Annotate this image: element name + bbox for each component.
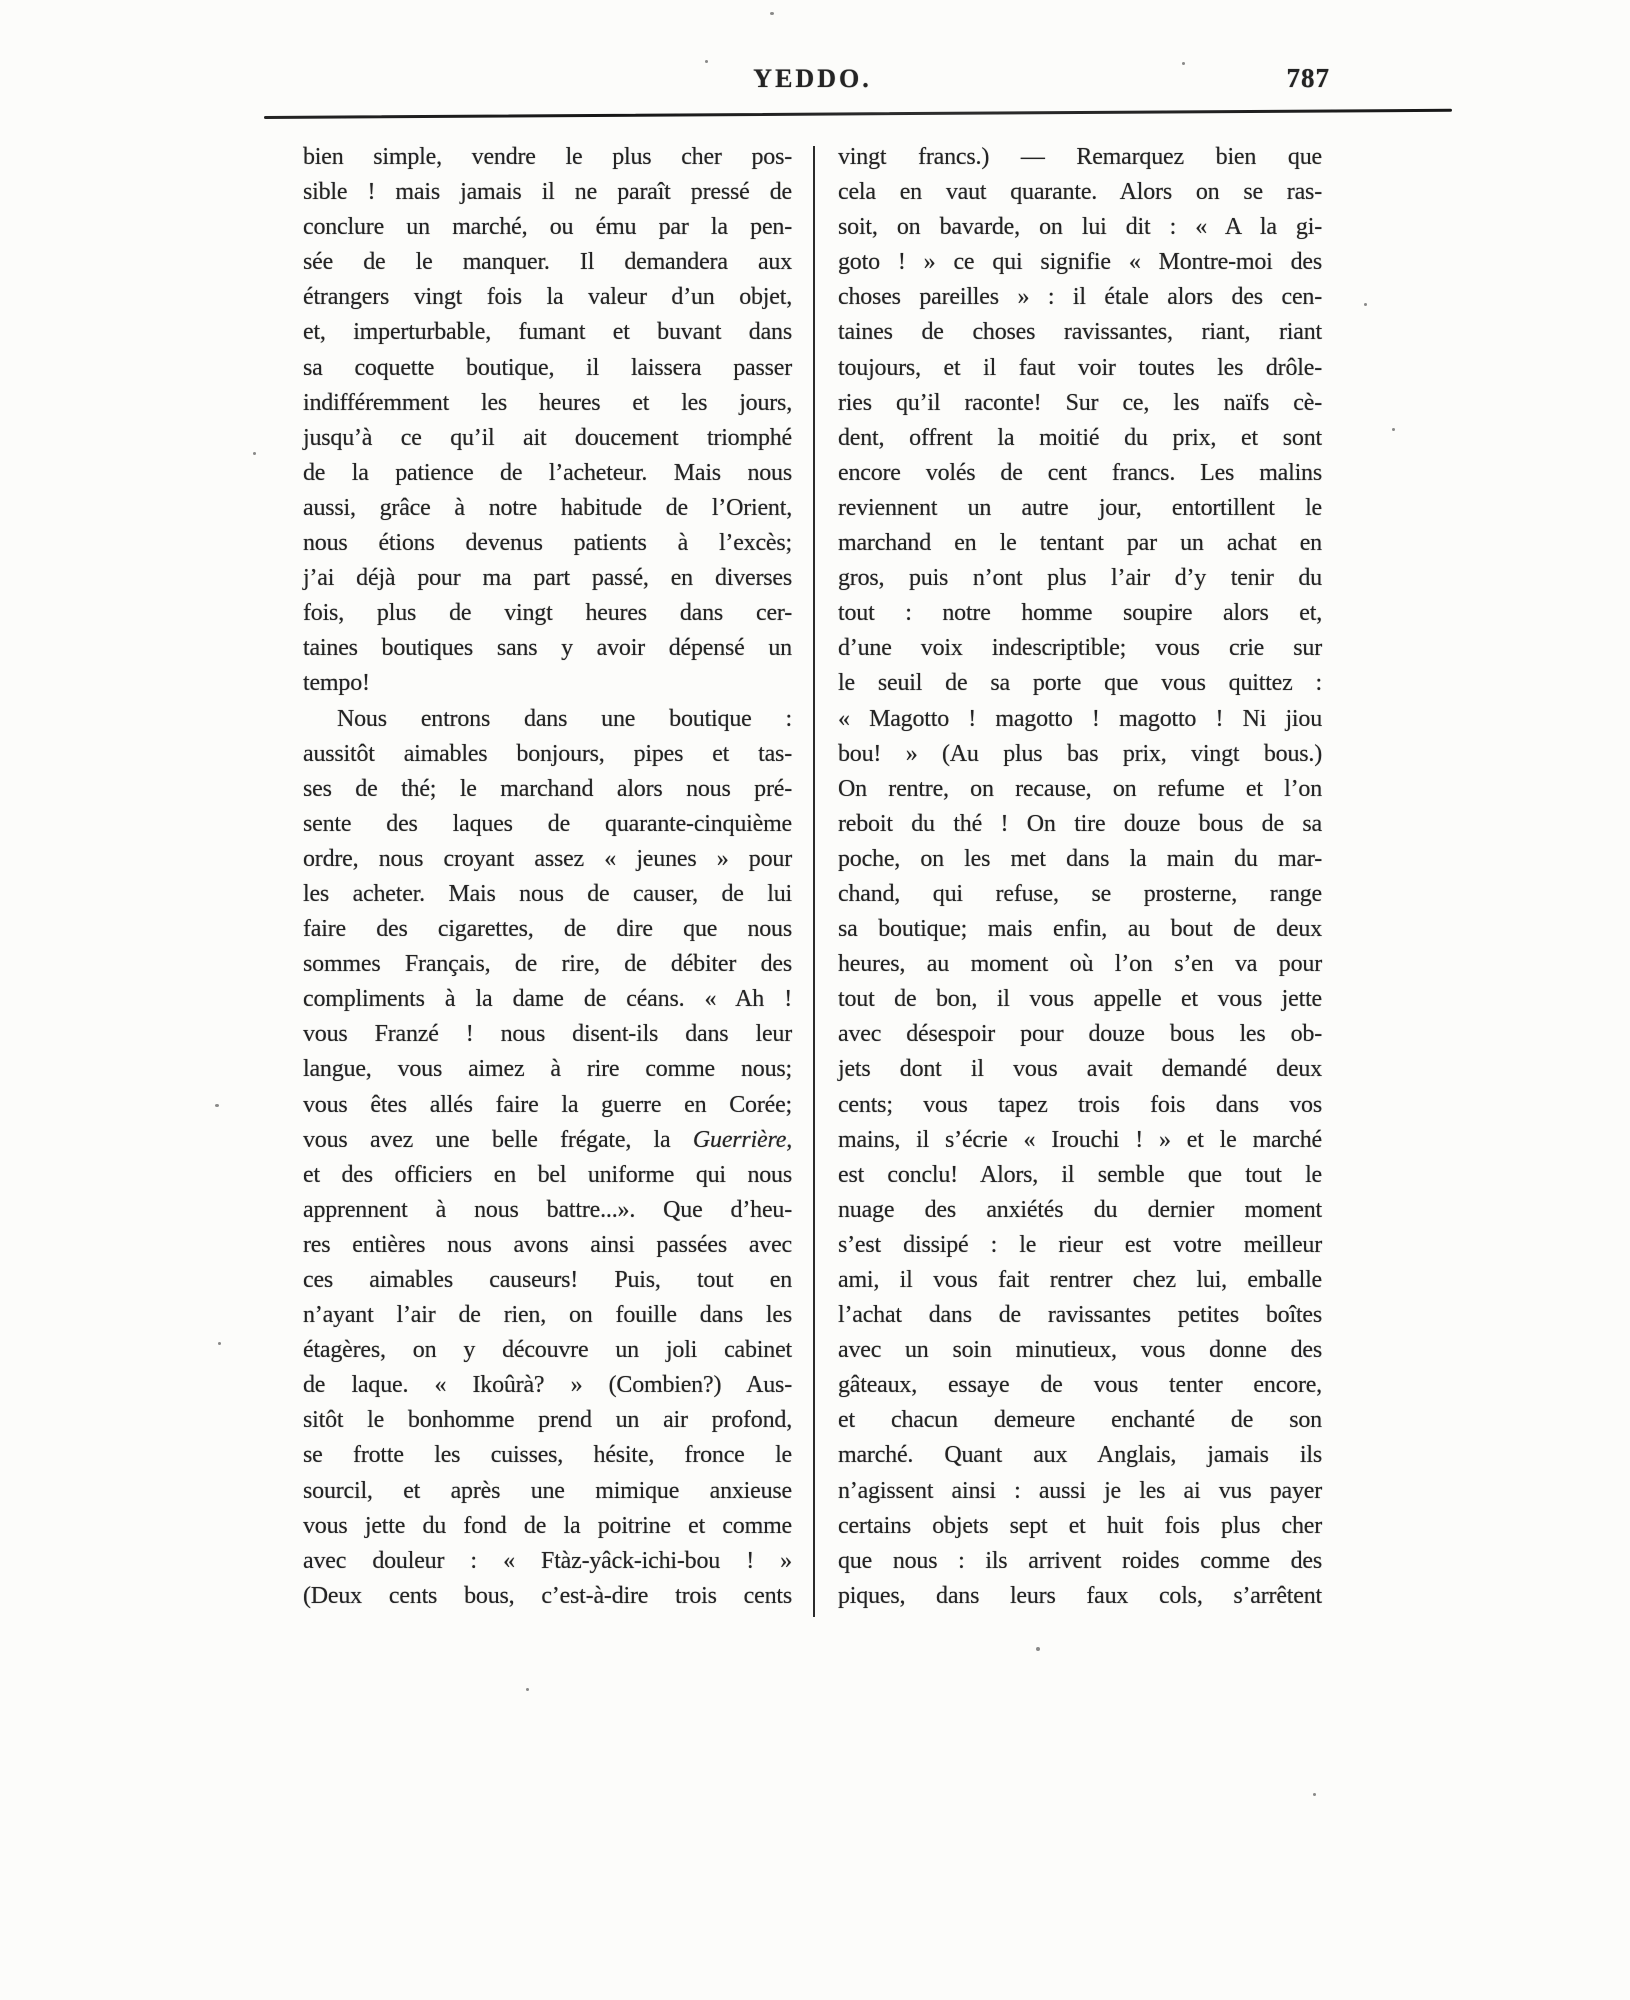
- text-line: conclure un marché, ou ému par la pen-: [303, 214, 792, 241]
- text-line: certains objets sept et huit fois plus cher: [838, 1512, 1322, 1539]
- text-line: sitôt le bonhomme prend un air profond,: [303, 1407, 792, 1434]
- text-line: taines boutiques sans y avoir dépensé un: [303, 635, 792, 662]
- text-line: « Magotto ! magotto ! magotto ! Ni jiou: [838, 705, 1322, 732]
- text-line: ries qu’il raconte! Sur ce, les naïfs cè-: [838, 389, 1322, 416]
- text-line: que nous : ils arrivent roides comme des: [838, 1547, 1322, 1574]
- text-line: s’est dissipé : le rieur est votre meilleur: [838, 1231, 1322, 1258]
- ink-speck: [526, 1688, 529, 1691]
- text-line: vous êtes allés faire la guerre en Corée;: [303, 1091, 792, 1118]
- text-line: ordre, nous croyant assez « jeunes » pour: [303, 845, 792, 872]
- text-line: poche, on les met dans la main du mar-: [838, 845, 1322, 872]
- text-line: dent, offrent la moitié du prix, et sont: [838, 424, 1322, 451]
- text-line: marché. Quant aux Anglais, jamais ils: [838, 1442, 1322, 1469]
- text-line: taines de choses ravissantes, riant, riant: [838, 319, 1322, 346]
- ink-speck: [218, 1342, 221, 1345]
- text-line: toujours, et il faut voir toutes les drôle-: [838, 354, 1322, 381]
- ink-speck: [1182, 62, 1185, 65]
- ink-speck: [1364, 303, 1367, 306]
- text-line: l’achat dans de ravissantes petites boîtes: [838, 1302, 1322, 1329]
- text-line: res entières nous avons ainsi passées avec: [303, 1231, 792, 1258]
- text-line: heures, au moment où l’on s’en va pour: [838, 951, 1322, 978]
- text-line: nuage des anxiétés du dernier moment: [838, 1196, 1322, 1223]
- text-line: faire des cigarettes, de dire que nous: [303, 916, 792, 943]
- text-line: fois, plus de vingt heures dans cer-: [303, 600, 792, 627]
- text-line: ses de thé; le marchand alors nous pré-: [303, 775, 792, 802]
- text-line: tempo!: [303, 670, 370, 697]
- text-line: marchand en le tentant par un achat en: [838, 530, 1322, 557]
- text-line: se frotte les cuisses, hésite, fronce le: [303, 1442, 792, 1469]
- page-number: 787: [1286, 63, 1330, 93]
- text-line: de laque. « Ikoûrà? » (Combien?) Aus-: [303, 1372, 792, 1399]
- text-line: de la patience de l’acheteur. Mais nous: [303, 459, 792, 486]
- text-line: ami, il vous fait rentrer chez lui, emballe: [838, 1267, 1322, 1293]
- text-line: et des officiers en bel uniforme qui nous: [303, 1161, 792, 1188]
- text-line: mains, il s’écrie « Irouchi ! » et le marché: [838, 1126, 1322, 1153]
- text-line: soit, on bavarde, on lui dit : « A la gi-: [838, 214, 1322, 241]
- text-line: sible ! mais jamais il ne paraît pressé de: [303, 179, 792, 206]
- text-line: cents; vous tapez trois fois dans vos: [838, 1091, 1322, 1118]
- text-line: nous étions devenus patients à l’excès;: [303, 530, 792, 557]
- text-line: vous Franzé ! nous disent-ils dans leur: [303, 1021, 792, 1048]
- ink-speck: [705, 60, 708, 63]
- text-line: gros, puis n’ont plus l’air d’y tenir du: [838, 565, 1322, 592]
- text-line: apprennent à nous battre...». Que d’heu-: [303, 1196, 792, 1223]
- text-line: et, imperturbable, fumant et buvant dans: [303, 319, 792, 346]
- running-title: YEDDO.: [753, 64, 872, 93]
- header-rule: [264, 109, 1452, 119]
- ink-speck: [1313, 1793, 1316, 1796]
- text-line: vous avez une belle frégate, la Guerrière,: [303, 1126, 792, 1153]
- text-line: compliments à la dame de céans. « Ah !: [303, 986, 792, 1013]
- text-line: jusqu’à ce qu’il ait doucement triomphé: [303, 424, 792, 451]
- text-line: indifféremment les heures et les jours,: [303, 389, 792, 416]
- text-line: sente des laques de quarante-cinquième: [303, 810, 792, 837]
- text-line: aussitôt aimables bonjours, pipes et tas-: [303, 740, 792, 767]
- text-line: les acheter. Mais nous de causer, de lui: [303, 880, 792, 907]
- text-line: le seuil de sa porte que vous quittez :: [838, 670, 1322, 697]
- text-line: sa boutique; mais enfin, au bout de deux: [838, 916, 1322, 943]
- text-line: bou! » (Au plus bas prix, vingt bous.): [838, 740, 1322, 767]
- text-line: aussi, grâce à notre habitude de l’Orient,: [303, 494, 792, 521]
- text-line: piques, dans leurs faux cols, s’arrêtent: [838, 1582, 1322, 1609]
- ink-speck: [253, 452, 256, 455]
- text-line: avec désespoir pour douze bous les ob-: [838, 1021, 1322, 1048]
- text-line: avec douleur : « Ftàz-yâck-ichi-bou ! »: [303, 1547, 792, 1574]
- text-line: tout : notre homme soupire alors et,: [838, 600, 1322, 627]
- text-line: vingt francs.) — Remarquez bien que: [838, 144, 1322, 170]
- text-line: étrangers vingt fois la valeur d’un objet,: [303, 284, 792, 311]
- text-line: encore volés de cent francs. Les malins: [838, 459, 1322, 486]
- text-line: avec un soin minutieux, vous donne des: [838, 1337, 1322, 1364]
- text-line: choses pareilles » : il étale alors des cen-: [838, 284, 1322, 311]
- text-line: Nous entrons dans une boutique :: [337, 705, 792, 732]
- text-line: (Deux cents bous, c’est-à-dire trois cents: [303, 1582, 792, 1609]
- text-line: On rentre, on recause, on refume et l’on: [838, 775, 1322, 802]
- text-line: reboit du thé ! On tire douze bous de sa: [838, 810, 1322, 837]
- text-line: ces aimables causeurs! Puis, tout en: [303, 1267, 792, 1293]
- text-line: n’ayant l’air de rien, on fouille dans les: [303, 1302, 792, 1329]
- text-line: bien simple, vendre le plus cher pos-: [303, 144, 792, 170]
- text-line: sée de le manquer. Il demandera aux: [303, 249, 792, 276]
- text-line: tout de bon, il vous appelle et vous jette: [838, 986, 1322, 1013]
- ink-speck: [215, 1104, 219, 1107]
- text-line: sa coquette boutique, il laissera passer: [303, 354, 792, 381]
- column-divider: [813, 146, 815, 1617]
- text-line: cela en vaut quarante. Alors on se ras-: [838, 179, 1322, 206]
- ink-speck: [770, 12, 774, 15]
- text-line: sommes Français, de rire, de débiter des: [303, 951, 792, 978]
- text-line: jets dont il vous avait demandé deux: [838, 1056, 1322, 1083]
- text-line: est conclu! Alors, il semble que tout le: [838, 1161, 1322, 1188]
- text-line: sourcil, et après une mimique anxieuse: [303, 1477, 792, 1504]
- text-line: n’agissent ainsi : aussi je les ai vus payer: [838, 1477, 1322, 1504]
- text-line: langue, vous aimez à rire comme nous;: [303, 1056, 792, 1083]
- left-column: [303, 140, 792, 1614]
- text-line: goto ! » ce qui signifie « Montre-moi des: [838, 249, 1322, 276]
- text-line: vous jette du fond de la poitrine et comme: [303, 1512, 792, 1539]
- text-line: chand, qui refuse, se prosterne, range: [838, 880, 1322, 907]
- text-line: j’ai déjà pour ma part passé, en diverses: [303, 565, 792, 592]
- ink-speck: [1392, 428, 1395, 431]
- ink-speck: [1036, 1647, 1040, 1651]
- text-line: reviennent un autre jour, entortillent le: [838, 494, 1322, 521]
- text-line: étagères, on y découvre un joli cabinet: [303, 1337, 792, 1364]
- right-column: [838, 140, 1322, 1614]
- text-line: et chacun demeure enchanté de son: [838, 1407, 1322, 1434]
- text-line: d’une voix indescriptible; vous crie sur: [838, 635, 1322, 662]
- text-line: gâteaux, essaye de vous tenter encore,: [838, 1372, 1322, 1399]
